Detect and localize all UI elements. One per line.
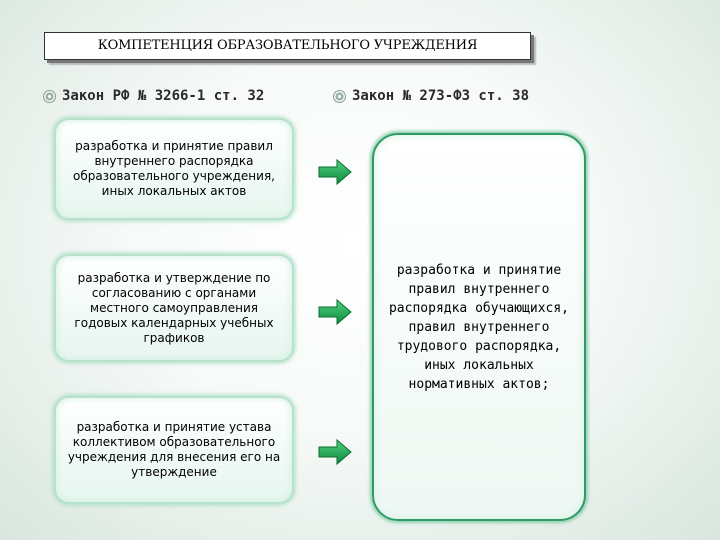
right-result-box [372, 133, 586, 521]
page-title: КОМПЕТЕНЦИЯ ОБРАЗОВАТЕЛЬНОГО УЧРЕЖДЕНИЯ [97, 38, 478, 53]
title-box [44, 32, 531, 60]
law-right [334, 86, 529, 106]
left-item-3-text: разработка и принятие устава коллективом образовательного учреждения для внесения его на утверждение [67, 420, 281, 479]
bullet-icon [334, 91, 345, 102]
right-result-text: разработка и принятие правил внутреннего распорядка обучающихся, правил внутреннего трудового распорядка, иных локальных нормативных актов; [388, 262, 569, 392]
arrow-right-icon [318, 438, 352, 466]
bullet-icon [44, 91, 55, 102]
left-item-2-text: разработка и утверждение по согласованию с органами местного самоуправления годовых календарных учебных графиков [74, 270, 274, 345]
law-left [44, 86, 264, 106]
left-item-1-text: разработка и принятие правил внутреннего распорядка образовательного учреждения, иных локальных актов [73, 139, 275, 198]
arrow-right-icon [318, 298, 352, 326]
law-left-label: Закон РФ № 3266-1 ст. 32 [62, 88, 265, 104]
left-item-3 [56, 398, 292, 502]
law-right-label: Закон № 273-ФЗ ст. 38 [352, 88, 530, 104]
left-item-2 [56, 256, 292, 360]
arrow-right-icon [318, 158, 352, 186]
left-item-1 [56, 120, 292, 218]
